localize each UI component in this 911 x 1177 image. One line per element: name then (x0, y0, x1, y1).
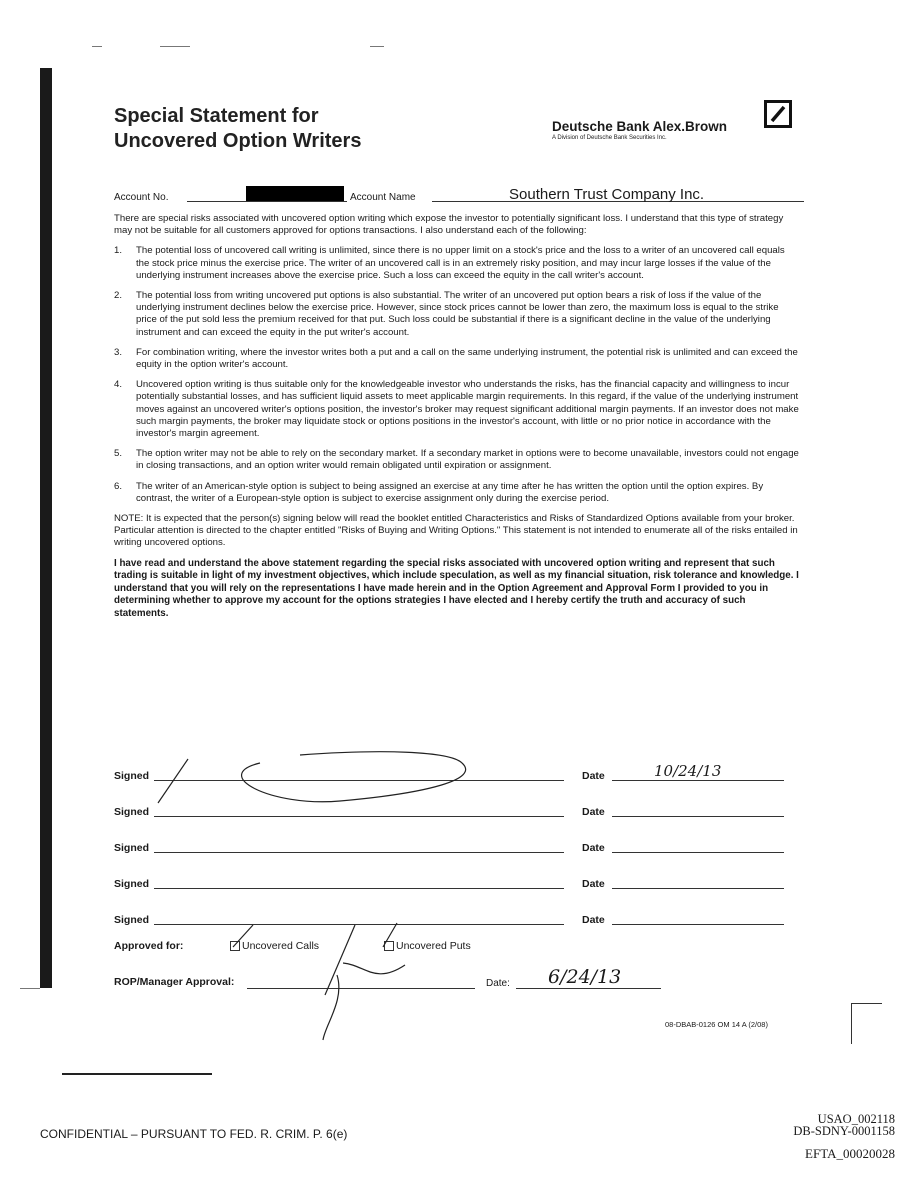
approved-for-label: Approved for: (114, 940, 184, 952)
account-name-value: Southern Trust Company Inc. (509, 186, 705, 203)
risk-item-text: The option writer may not be able to rely on the secondary market. If a secondary market in options were to become unavailable, investors could not engage in closing transactions, and an option writer would remain obligated until expiration or assignment. (136, 448, 799, 472)
page-title (114, 104, 361, 154)
risk-item-number: 5. (114, 448, 123, 460)
risk-item (114, 481, 799, 505)
form-number: 08-DBAB-0126 OM 14 A (2/08) (665, 1020, 768, 1029)
risk-item (114, 245, 799, 282)
risk-item-text: The potential loss of uncovered call writing is unlimited, since there is no upper limit on a stock's price and the loss to a writer of an uncovered call equals the stock price minus the exercise price. The writer of an uncovered call is in an extremely risky position, and may incur large losses if the value of the underlying instrument increases above the exercise price. Such a loss can exceed the equity in the call writer's account. (136, 245, 785, 281)
scan-artifact (20, 988, 40, 989)
bank-subtitle: A Division of Deutsche Bank Securities Inc. (552, 135, 667, 141)
rop-date-line[interactable] (516, 988, 661, 989)
bank-brand (552, 119, 727, 141)
account-number-label: Account No. (114, 192, 169, 203)
signature-line[interactable] (154, 888, 564, 889)
statement-body (114, 213, 799, 629)
title-line-2: Uncovered Option Writers (114, 130, 362, 152)
bates-number-db: DB-SDNY-0001158 (793, 1124, 895, 1138)
date-label: Date (582, 878, 605, 890)
date-line[interactable] (612, 816, 784, 817)
risk-item-number: 4. (114, 379, 123, 391)
scan-artifact (370, 46, 384, 47)
signed-label: Signed (114, 770, 150, 782)
risk-item (114, 347, 799, 371)
rop-date-label: Date: (486, 978, 510, 989)
risk-item-number: 6. (114, 480, 123, 492)
scan-artifact (160, 46, 190, 47)
risk-item-text: The potential loss from writing uncovered put options is also substantial. The writer of an uncovered put option bears a risk of loss if the value of the underlying instrument declines below the exercise price. However, since stock prices cannot be lower than zero, the maximum loss is equal to the strike price of the put sold less the premium received for that put. Such loss could be substantial if there is a significant decline in the value of the underlying instrument and can exceed the equity in the put writer's account. (136, 290, 779, 338)
scan-artifact (62, 1073, 212, 1075)
date-line[interactable] (612, 888, 784, 889)
rop-approval-label: ROP/Manager Approval: (114, 976, 235, 988)
date-label: Date (582, 842, 605, 854)
date-label: Date (582, 806, 605, 818)
bank-name: Deutsche Bank Alex.Brown (552, 119, 728, 134)
account-row (114, 186, 804, 206)
deutsche-bank-logo-icon (764, 100, 792, 128)
redacted-account-number (246, 186, 344, 201)
scan-artifact (92, 46, 102, 47)
signature-date-value: 10/24/13 (654, 762, 722, 780)
signature-row (114, 872, 786, 892)
signature-line[interactable] (154, 852, 564, 853)
confidential-notice: CONFIDENTIAL – PURSUANT TO FED. R. CRIM. P. 6(e) (40, 1127, 348, 1141)
signature-line[interactable] (154, 816, 564, 817)
intro-paragraph: There are special risks associated with uncovered option writing which expose the investor to potentially significant loss. I understand that this type of strategy may not be suitable for all customers approved for options transactions. I also understand each of the following: (114, 213, 784, 237)
scan-margin-bar (40, 68, 52, 988)
risk-item-text: Uncovered option writing is thus suitable only for the knowledgeable investor who understands the risks, has the financial capacity and willingness to incur potentially substantial losses, and has sufficient liquid assets to meet applicable margin requirements. In this regard, if the value of the underlying instrument moves against an uncovered writer's options position, the investor's broker may request significant additional margin payments. If an investor does not make such margin payments, the broker may liquidate stock or options positions in the investor's account, with little or no prior notice in accordance with the investor's margin agreement. (136, 379, 799, 440)
risk-item (114, 448, 799, 472)
signature-row (114, 836, 786, 856)
risk-item-number: 3. (114, 346, 123, 358)
risk-item-text: The writer of an American-style option is subject to being assigned an exercise at any time after he has written the option until the option expires. By contrast, the writer of a European-style option is subject to exercise assignment only during the exercise period. (136, 480, 764, 504)
date-label: Date (582, 770, 605, 782)
signed-label: Signed (114, 914, 150, 926)
risk-item-number: 1. (114, 245, 123, 257)
date-line[interactable] (612, 780, 784, 781)
date-line[interactable] (612, 924, 784, 925)
risk-item (114, 290, 799, 339)
scan-corner-mark (851, 1003, 882, 1044)
note-paragraph: NOTE: It is expected that the person(s) signing below will read the booklet entitled Characteristics and Risks of Standardized Options available from your broker. Particular attention is directed to the chapter entitled "Risks of Buying and Writing Options." This statement is not intended to enumerate all of the risks entailed in writing uncovered options. (114, 513, 798, 549)
handwritten-signature (150, 745, 490, 815)
signed-label: Signed (114, 842, 150, 854)
signed-label: Signed (114, 878, 150, 890)
rop-date-value: 6/24/13 (548, 966, 622, 988)
bates-number-efta: EFTA_00020028 (805, 1146, 895, 1161)
risk-item-text: For combination writing, where the investor writes both a put and a call on the same underlying instrument, the potential risk is unlimited and can exceed the equity in the option writer's account. (136, 346, 798, 371)
signed-label: Signed (114, 806, 150, 818)
title-line-1: Special Statement for (114, 105, 319, 127)
bates-stamp (740, 1113, 895, 1137)
bates-number-usao: USAO_002118 (817, 1112, 895, 1126)
risk-item-number: 2. (114, 290, 123, 302)
option-uncovered-calls-label: Uncovered Calls (242, 940, 320, 952)
approval-initials (225, 905, 485, 1045)
risk-item (114, 379, 799, 440)
date-line[interactable] (612, 852, 784, 853)
option-uncovered-puts-label: Uncovered Puts (396, 940, 471, 952)
date-label: Date (582, 914, 605, 926)
account-name-label: Account Name (350, 192, 416, 203)
acknowledgement-paragraph: I have read and understand the above statement regarding the special risks associated with uncovered option writing and represent that such trading is suitable in light of my investment objectives, which include speculation, as well as my financial situation, risk tolerance and knowledge. I understand that you will rely on the representations I have made herein and in the Option Agreement and Approval Form I provided to you in determining whether to approve my account for the options strategies I have elected and I hereby certify the truth and accuracy of such statements. (114, 557, 799, 620)
account-number-line (187, 201, 347, 202)
